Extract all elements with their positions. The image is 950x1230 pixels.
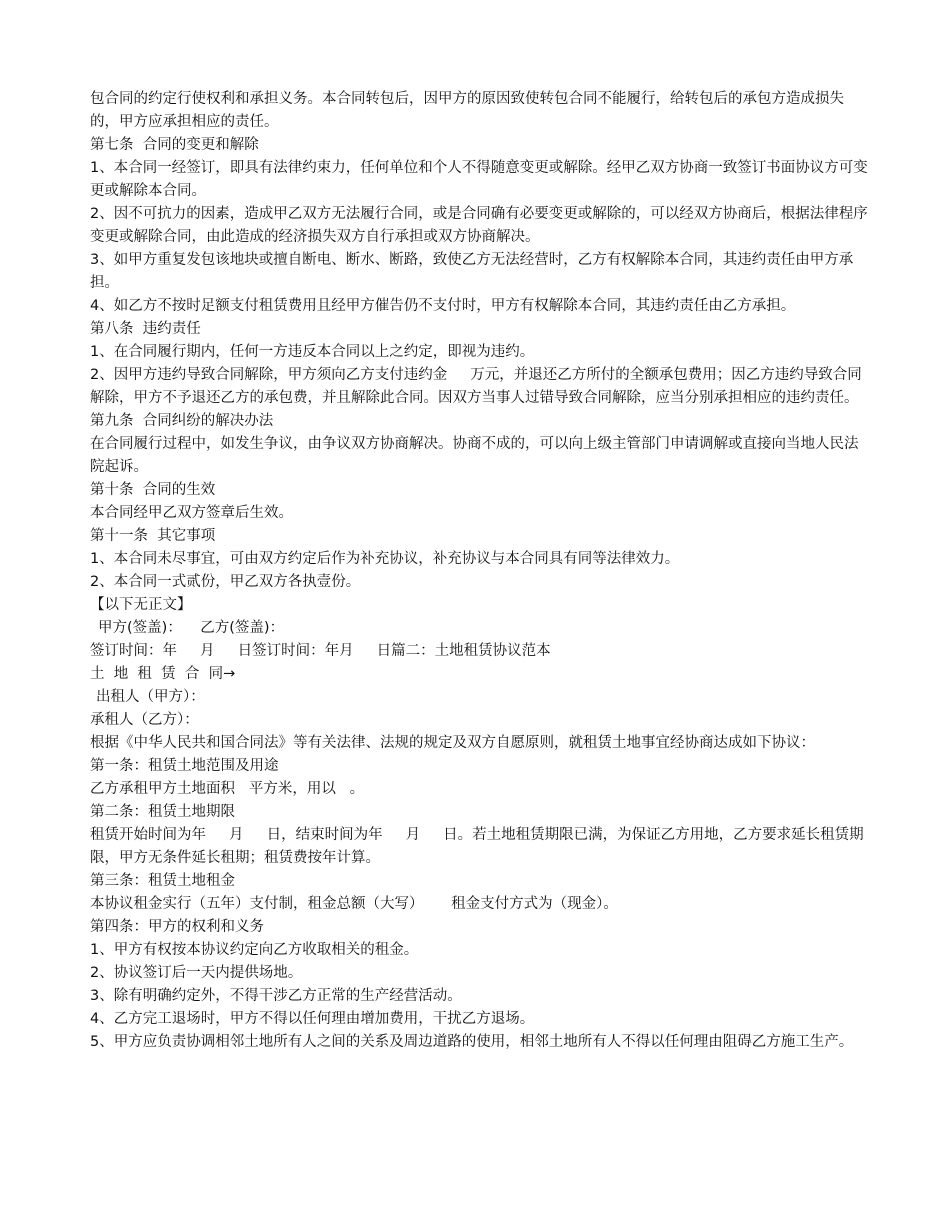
section-heading: 第三条：租赁土地租金 <box>90 873 235 889</box>
section-heading: 第十条 合同的生效 <box>90 482 216 498</box>
clause-text: 4、乙方完工退场时，甲方不得以任何理由增加费用，干扰乙方退场。 <box>90 1011 535 1027</box>
clause-text: 2、本合同一式贰份，甲乙双方各执壹份。 <box>90 574 361 590</box>
clause-text: 1、本合同未尽事宜，可由双方约定后作为补充协议，补充协议与本合同具有同等法律效力。 <box>90 551 680 567</box>
clause-text: 1、甲方有权按本协议约定向乙方收取相关的租金。 <box>90 942 419 958</box>
contract-title: 土 地 租 赁 合 同→ <box>90 666 236 682</box>
section-heading: 第十一条 其它事项 <box>90 528 216 544</box>
clause-text: 2、因不可抗力的因素，造成甲乙双方无法履行合同，或是合同确有必要变更或解除的，可以经双方协商后，根据法律程序变更或解除合同，由此造成的经济损失双方自行承担或双方协商解决。 <box>90 206 868 245</box>
signature-line: 甲方(签盖)： 乙方(签盖)： <box>98 620 285 636</box>
section-heading: 第一条：租赁土地范围及用途 <box>90 758 279 774</box>
clause-text: 3、如甲方重复发包该地块或擅自断电、断水、断路，致使乙方无法经营时，乙方有权解除本合同，其违约责任由甲方承担。 <box>90 252 854 291</box>
paragraph-text: 本协议租金实行（五年）支付制，租金总额（大写） 租金支付方式为（现金）。 <box>90 896 618 912</box>
section-heading: 第八条 违约责任 <box>90 321 201 337</box>
paragraph-text: 租赁开始时间为年 月 日，结束时间为年 月 日。若土地租赁期限已满，为保证乙方用地，乙方要求延长租赁期限，甲方无条件延长租期；租赁费按年计算。 <box>90 827 864 866</box>
lessor-line: 出租人（甲方）： <box>96 689 205 705</box>
document-page <box>90 88 870 1054</box>
paragraph-text: 根据《中华人民共和国合同法》等有关法律、法规的规定及双方自愿原则，就租赁土地事宜经协商达成如下协议： <box>90 735 815 751</box>
clause-text: 2、协议签订后一天内提供场地。 <box>90 965 303 981</box>
section-heading: 第二条：租赁土地期限 <box>90 804 235 820</box>
clause-text: 1、本合同一经签订，即具有法律约束力，任何单位和个人不得随意变更或解除。经甲乙双方协商一致签订书面协议方可变更或解除本合同。 <box>90 160 868 199</box>
clause-text: 2、因甲方违约导致合同解除，甲方须向乙方支付违约金 万元，并退还乙方所付的全额承包费用；因乙方违约导致合同解除，甲方不予退还乙方的承包费，并且解除此合同。因双方当事人过错导致合同解除，应当分别承担相应的违约责任。 <box>90 367 862 406</box>
lessee-line: 承租人（乙方）： <box>90 712 199 728</box>
paragraph-text: 本合同经甲乙双方签章后生效。 <box>90 505 293 521</box>
section-heading: 第七条 合同的变更和解除 <box>90 137 259 153</box>
clause-text: 4、如乙方不按时足额支付租赁费用且经甲方催告仍不支付时，甲方有权解除本合同，其违约责任由乙方承担。 <box>90 298 796 314</box>
paragraph-text: 乙方承租甲方土地面积 平方米，用以 。 <box>90 781 365 797</box>
signing-date-line: 签订时间：年 月 日签订时间：年月 日篇二：土地租赁协议范本 <box>90 643 551 659</box>
end-of-text-marker: 【以下无正文】 <box>90 597 192 613</box>
clause-text: 3、除有明确约定外，不得干涉乙方正常的生产经营活动。 <box>90 988 462 1004</box>
clause-text: 5、甲方应负责协调相邻土地所有人之间的关系及周边道路的使用，相邻土地所有人不得以任何理由阻碍乙方施工生产。 <box>90 1034 854 1050</box>
paragraph-text: 包合同的约定行使权利和承担义务。本合同转包后，因甲方的原因致使转包合同不能履行，给转包后的承包方造成损失的，甲方应承担相应的责任。 <box>90 91 844 130</box>
clause-text: 1、在合同履行期内，任何一方违反本合同以上之约定，即视为违约。 <box>90 344 535 360</box>
paragraph-text: 在合同履行过程中，如发生争议，由争议双方协商解决。协商不成的，可以向上级主管部门申请调解或直接向当地人民法院起诉。 <box>90 436 859 475</box>
section-heading: 第四条：甲方的权利和义务 <box>90 919 264 935</box>
section-heading: 第九条 合同纠纷的解决办法 <box>90 413 274 429</box>
